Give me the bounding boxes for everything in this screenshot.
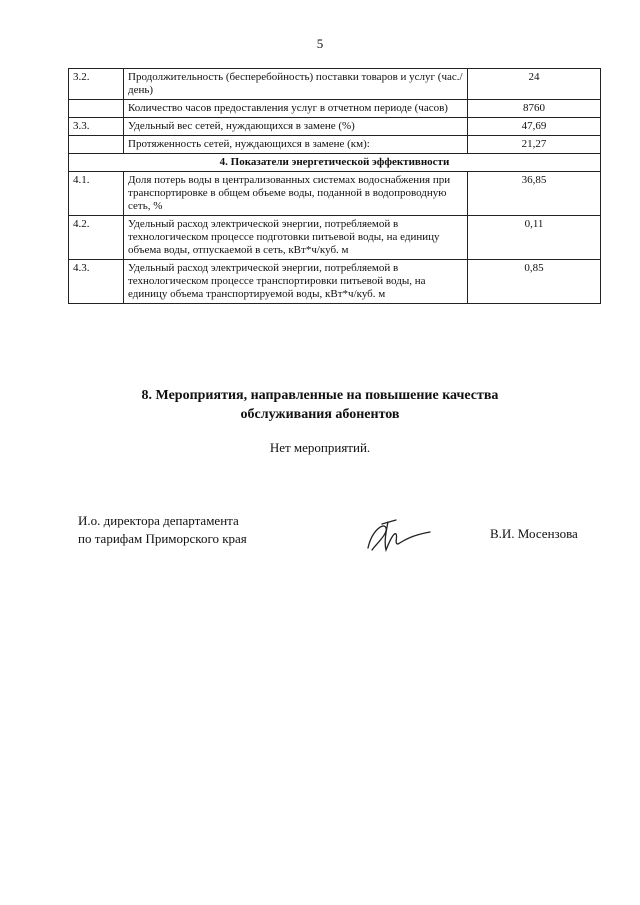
row-text: Доля потерь воды в централизованных системах водоснабжения при транспортировке в общем объеме воды, поданной в водопроводную сеть, %	[124, 172, 468, 216]
row-number: 4.2.	[69, 216, 124, 260]
heading-line: 8. Мероприятия, направленные на повышение качества	[141, 388, 499, 403]
row-value: 8760	[468, 100, 601, 118]
row-value: 47,69	[468, 118, 601, 136]
row-text: Протяженность сетей, нуждающихся в замене (км):	[124, 136, 468, 154]
page-number: 5	[316, 36, 324, 51]
table-row	[69, 216, 601, 260]
table-row	[69, 136, 601, 154]
position-line: по тарифам Приморского края	[78, 531, 247, 546]
handwritten-signature-icon	[362, 518, 434, 554]
table-row	[69, 118, 601, 136]
row-value: 0,85	[468, 260, 601, 304]
section-title: 4. Показатели энергетической эффективности	[69, 154, 601, 172]
heading-line: обслуживания абонентов	[240, 407, 400, 422]
row-value: 24	[468, 69, 601, 100]
row-text: Продолжительность (бесперебойность) поставки товаров и услуг (час./день)	[124, 69, 468, 100]
row-number: 4.3.	[69, 260, 124, 304]
table-row	[69, 100, 601, 118]
row-number	[69, 136, 124, 154]
section-row	[69, 154, 601, 172]
row-number: 3.2.	[69, 69, 124, 100]
row-text: Удельный вес сетей, нуждающихся в замене (%)	[124, 118, 468, 136]
table-row	[69, 69, 601, 100]
section-8-heading	[0, 386, 640, 424]
row-number: 4.1.	[69, 172, 124, 216]
indicators-table	[68, 68, 601, 304]
position-line: И.о. директора департамента	[78, 513, 239, 528]
row-text: Удельный расход электрической энергии, потребляемой в технологическом процессе транспортировки питьевой воды, на единицу объема транспортируемой воды, кВт*ч/куб. м	[124, 260, 468, 304]
row-value: 36,85	[468, 172, 601, 216]
row-value: 21,27	[468, 136, 601, 154]
signatory-position	[78, 512, 247, 548]
row-number	[69, 100, 124, 118]
row-text: Удельный расход электрической энергии, потребляемой в технологическом процессе подготовки питьевой воды, на единицу объема воды, отпускаемой в сеть, кВт*ч/куб. м	[124, 216, 468, 260]
row-number: 3.3.	[69, 118, 124, 136]
row-value: 0,11	[468, 216, 601, 260]
table-row	[69, 260, 601, 304]
section-8-text: Нет мероприятий.	[269, 440, 371, 455]
signatory-name: В.И. Мосензова	[490, 526, 578, 541]
table-row	[69, 172, 601, 216]
row-text: Количество часов предоставления услуг в отчетном периоде (часов)	[124, 100, 468, 118]
